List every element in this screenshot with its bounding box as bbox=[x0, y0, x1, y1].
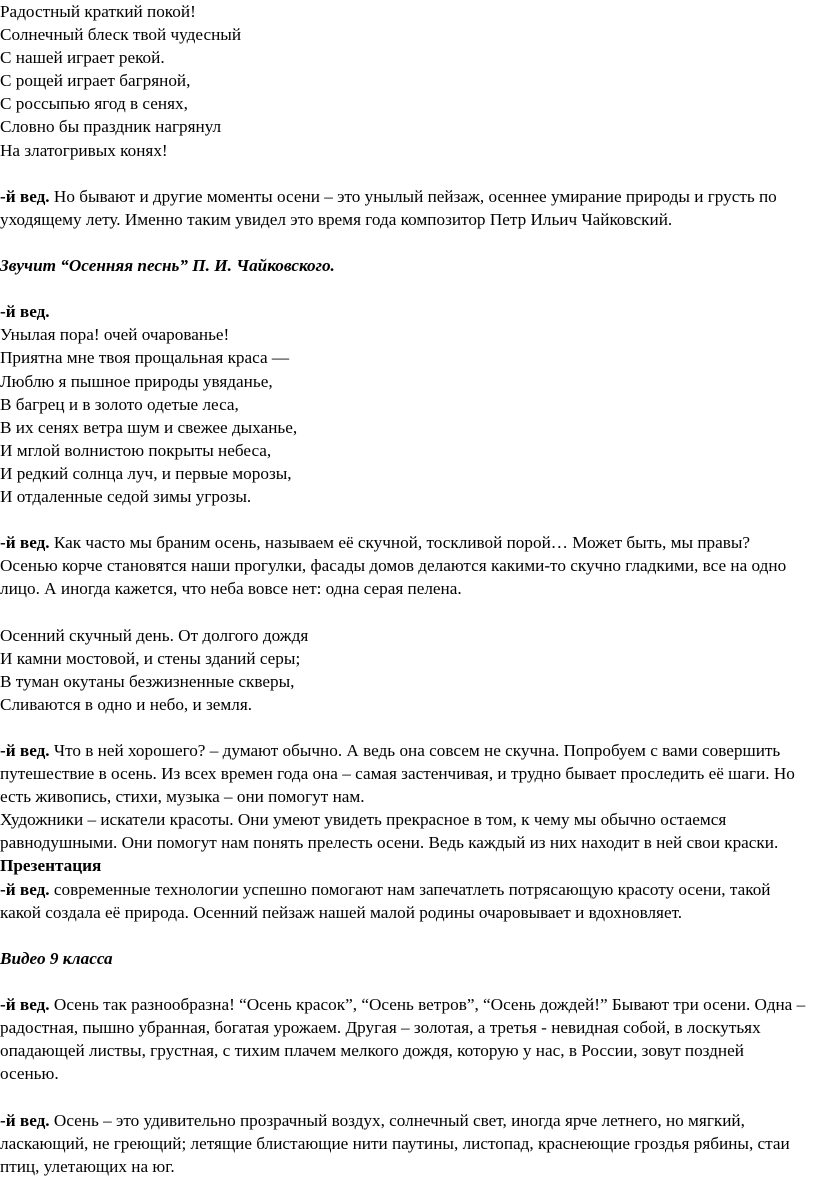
poem-line: И мглой волнистою покрыты небеса, bbox=[0, 440, 272, 460]
poem-line: На златогривых конях! bbox=[0, 140, 168, 160]
speaker-label: -й вед. bbox=[0, 186, 50, 206]
paragraph-text: современные технологии успешно помогают нам запечатлеть потрясающую красоту осени, такой какой создала её природа. Осенний пейзаж нашей малой родины очаровывает и вдохновляет. bbox=[0, 879, 771, 922]
poem-line: В их сенях ветра шум и свежее дыханье, bbox=[0, 417, 298, 437]
speaker-label-line bbox=[0, 300, 810, 323]
poem-line: С россыпью ягод в сенях, bbox=[0, 94, 188, 114]
paragraph-7 bbox=[0, 1109, 810, 1178]
poem-line: Радостный краткий покой! bbox=[0, 2, 196, 21]
paragraph-text: Но бывают и другие моменты осени – это унылый пейзаж, осеннее умирание природы и грусть по уходящему лету. Именно таким увидел это время года композитор Петр Ильич Чайковский. bbox=[0, 186, 777, 229]
presentation-label: Презентация bbox=[0, 856, 102, 876]
speaker-label: -й вед. bbox=[0, 302, 50, 322]
poem-line: Словно бы праздник нагрянул bbox=[0, 117, 222, 137]
poem-line: Унылая пора! очей очарованье! bbox=[0, 325, 230, 345]
poem-line: Осенний скучный день. От долгого дождя bbox=[0, 625, 309, 645]
poem-line: С рощей играет багряной, bbox=[0, 71, 191, 91]
poem-line: Приятна мне твоя прощальная краса — bbox=[0, 348, 290, 368]
poem-2 bbox=[0, 323, 810, 508]
speaker-label: -й вед. bbox=[0, 741, 50, 760]
paragraph-text: Осень – это удивительно прозрачный воздух, солнечный свет, иногда ярче летнего, но мягкий, ласкающий, не греющий; летящие блистающие нити паутины, листопад, краснеющие гроздья рябины, стаи птиц, улетающих на юг. bbox=[0, 1110, 790, 1176]
poem-line: И камни мостовой, и стены зданий серы; bbox=[0, 648, 301, 668]
paragraph-6 bbox=[0, 993, 810, 1085]
heading-video: Видео 9 класса bbox=[0, 948, 113, 968]
paragraph-4: Художники – искатели красоты. Они умеют увидеть прекрасное в том, к чему мы обычно остаемся равнодушными. Они помогут нам понять прелесть осени. Ведь каждый из них находит в ней свои краски. bbox=[0, 810, 779, 853]
speaker-label: -й вед. bbox=[0, 533, 50, 553]
poem-line: И отдаленные седой зимы угрозы. bbox=[0, 486, 252, 506]
paragraph-3 bbox=[0, 739, 810, 808]
poem-3 bbox=[0, 624, 810, 716]
poem-line: В багрец и в золото одетые леса, bbox=[0, 394, 239, 414]
poem-line: Сливаются в одно и небо, и земля. bbox=[0, 694, 253, 714]
paragraph-text: Что в ней хорошего? – думают обычно. А ведь она совсем не скучна. Попробуем с вами совершить путешествие в осень. Из всех времен года она – самая застенчивая, и трудно бывает проследить её шаги. Но есть живопись, стихи, музыка – они помогут нам. bbox=[0, 741, 795, 807]
paragraph-5 bbox=[0, 878, 810, 924]
paragraph-text: Осень так разнообразна! “Осень красок”, “Осень ветров”, “Осень дождей!” Бывают три осени. Одна – радостная, пышно убранная, богатая урожаем. Другая – золотая, а третья - невидная собой, в лоскутьях опадающей листвы, грустная, с тихим плачем мелкого дождя, которую у нас, в России, зовут поздней осенью. bbox=[0, 995, 806, 1084]
poem-line: В туман окутаны безжизненные скверы, bbox=[0, 671, 295, 691]
speaker-label: -й вед. bbox=[0, 995, 50, 1015]
poem-line: С нашей играет рекой. bbox=[0, 48, 165, 68]
paragraph-text: Как часто мы браним осень, называем её скучной, тоскливой порой… Может быть, мы правы? Осенью корче становятся наши прогулки, фасады домов делаются какими-то скучно гладкими, все на одно лицо. А иногда кажется, что неба вовсе нет: одна серая пелена. bbox=[0, 533, 787, 599]
poem-1 bbox=[0, 0, 810, 162]
paragraph-1 bbox=[0, 185, 810, 231]
heading-autumn-song: Звучит “Осенняя песнь” П. И. Чайковского. bbox=[0, 256, 335, 276]
poem-line: И редкий солнца луч, и первые морозы, bbox=[0, 463, 292, 483]
poem-line: Солнечный блеск твой чудесный bbox=[0, 25, 242, 45]
poem-line: Люблю я пышное природы увяданье, bbox=[0, 371, 273, 391]
speaker-label: -й вед. bbox=[0, 879, 50, 899]
speaker-label: -й вед. bbox=[0, 1110, 50, 1130]
paragraph-2 bbox=[0, 531, 810, 600]
